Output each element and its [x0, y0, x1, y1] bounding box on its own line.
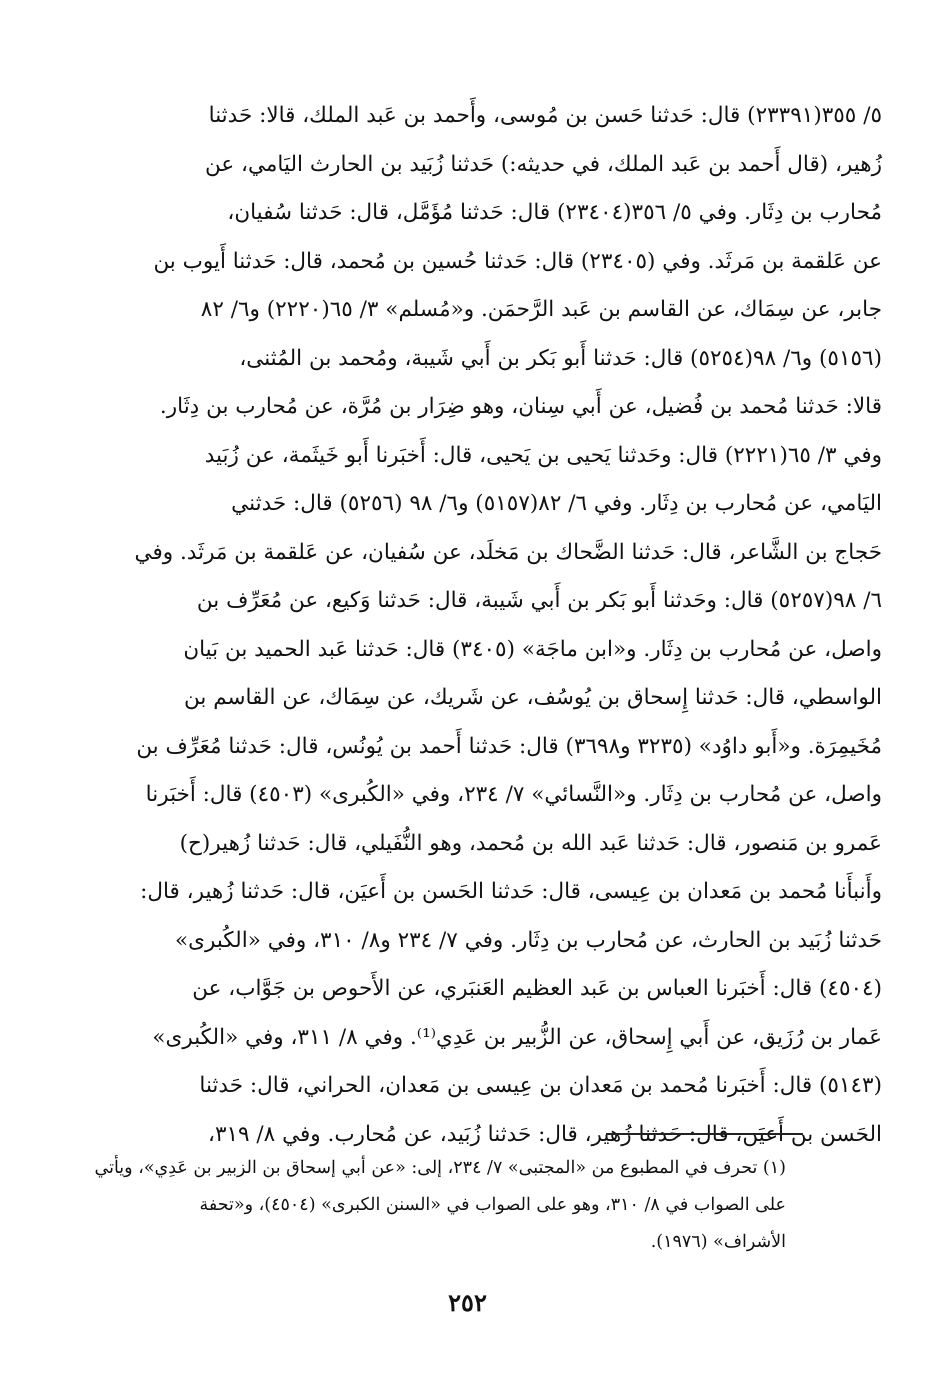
page-number: ٢٥٢	[448, 1288, 487, 1317]
text-line: قالا: حَدثنا مُحمد بن فُضيل، عن أَبي سِنان، وهو ضِرَار بن مُرَّة، عن مُحارب بن دِثَار.	[159, 394, 882, 419]
text-line: اليَامي، عن مُحارب بن دِثَار. وفي ٦/ ٨٢(٥١٥٧) و٦/ ٩٨ (٥٢٥٦) قال: حَدثني	[231, 491, 882, 516]
text-line: مُحارب بن دِثَار. وفي ٥/ ٣٥٦(٢٣٤٠٤) قال: حَدثنا مُؤَمَّل، قال: حَدثنا سُفيان،	[227, 200, 882, 225]
text-line: عَمرو بن مَنصور، قال: حَدثنا عَبد الله بن مُحمد، وهو النُّفَيلي، قال: حَدثنا زُهير(ح)	[179, 830, 882, 856]
main-text-block	[62, 92, 882, 1159]
footnote-separator	[606, 1133, 803, 1135]
text-line: الواسطي، قال: حَدثنا إِسحاق بن يُوسُف، عن شَريك، عن سِمَاك، عن القاسم بن	[184, 685, 882, 710]
text-line: الحَسن بن أَعيَن، قال: حَدثنا زُهير، قال: حَدثنا زُبَيد، عن مُحارب. وفي ٨/ ٣١٩،	[207, 1121, 882, 1147]
text-line: زُهير، (قال أَحمد بن عَبد الملك، في حديثه:) حَدثنا زُبَيد بن الحارث اليَامي، عن	[205, 151, 882, 177]
text-line: مُخَيمِرَة. و«أَبو داوُد» (٣٢٣٥ و٣٦٩٨) قال: حَدثنا أَحمد بن يُونُس، قال: حَدثنا مُعَرِّف بن	[136, 733, 882, 759]
text-line: واصل، عن مُحارب بن دِثَار. و«النَّسائي» ٧/ ٢٣٤، وفي «الكُبرى» (٤٥٠٣) قال: أَخبَرنا	[145, 782, 882, 807]
text-line: حَدثنا زُبَيد بن الحارث، عن مُحارب بن دِثَار. وفي ٧/ ٢٣٤ و٨/ ٣١٠، وفي «الكُبرى»	[174, 927, 882, 953]
footnote-line: (١) تحرف في المطبوع من «المجتبى» ٧/ ٢٣٤، إلى: «عن أبي إسحاق بن الزبير بن عَدِي»، ويأتي	[94, 1158, 786, 1178]
footnotes-block	[94, 1150, 786, 1261]
text-line: (٥١٥٦) و٦/ ٩٨(٥٢٥٤) قال: حَدثنا أَبو بَكر بن أَبي شَيبة، ومُحمد بن المُثنى،	[239, 345, 882, 371]
text-line: ٥/ ٣٥٥(٢٣٣٩١) قال: حَدثنا حَسن بن مُوسى، وأَحمد بن عَبد الملك، قالا: حَدثنا	[208, 103, 882, 128]
text-line: عَمار بن رُزَيق، عن أَبي إِسحاق، عن الزُّبير بن عَدِي⁽¹⁾. وفي ٨/ ٣١١، وفي «الكُبرى»	[152, 1024, 882, 1050]
footnote-line: الأشراف» (١٩٧٦).	[650, 1232, 786, 1252]
footnote-line: على الصواب في ٨/ ٣١٠، وهو على الصواب في «السنن الكبرى» (٤٥٠٤)، و«تحفة	[199, 1195, 786, 1215]
text-line: جابر، عن سِمَاك، عن القاسم بن عَبد الرَّحمَن. و«مُسلم» ٣/ ٦٥(٢٢٢٠) و٦/ ٨٢	[200, 297, 882, 322]
text-line: وفي ٣/ ٦٥(٢٢٢١) قال: وحَدثنا يَحيى بن يَحيى، قال: أَخبَرنا أَبو خَيثَمة، عن زُبَيد	[204, 442, 882, 468]
text-line: عن عَلقمة بن مَرثَد. وفي (٢٣٤٠٥) قال: حَدثنا حُسين بن مُحمد، قال: حَدثنا أَيوب بن	[153, 248, 882, 274]
text-line: حَجاج بن الشَّاعر، قال: حَدثنا الضَّحاك بن مَخلَد، عن سُفيان، عن عَلقمة بن مَرثَد. وفي	[134, 539, 882, 565]
text-line: ٦/ ٩٨(٥٢٥٧) قال: وحَدثنا أَبو بَكر بن أَبي شَيبة، قال: حَدثنا وَكيع، عن مُعَرِّف بن	[196, 588, 882, 613]
text-line: (٥١٤٣) قال: أَخبَرنا مُحمد بن مَعدان بن عِيسى بن مَعدان، الحراني، قال: حَدثنا	[199, 1073, 882, 1098]
text-line: (٤٥٠٤) قال: أَخبَرنا العباس بن عَبد العظيم العَنبَري، عن الأَحوص بن جَوَّاب، عن	[192, 976, 882, 1001]
text-line: وأَنبأَنا مُحمد بن مَعدان بن عِيسى، قال: حَدثنا الحَسن بن أَعيَن، قال: حَدثنا زُهير، قال:	[140, 879, 882, 904]
text-line: واصل، عن مُحارب بن دِثَار. و«ابن ماجَة» (٣٤٠٥) قال: حَدثنا عَبد الحميد بن بَيان	[183, 636, 882, 662]
